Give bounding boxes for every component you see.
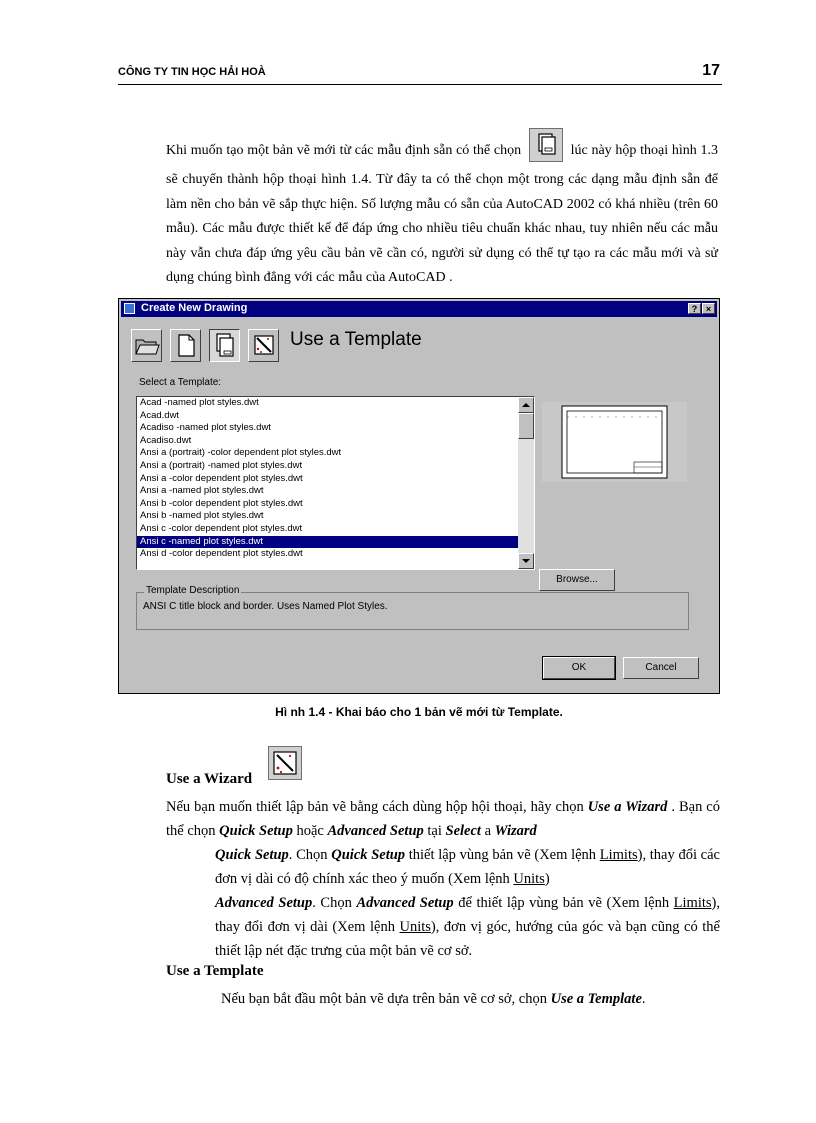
- intro-text-rest: lúc này hộp thoại hình 1.3 sẽ chuyển thành hộp thoại hình 1.4. Từ đây ta có thể chọn một trong các dạng mẫu định sẵn để làm nền cho bản vẽ sắp thực hiện. Số lượng mẫu có sẵn của AutoCAD 2002 có khá nhiều (trên 60 mẫu). Các mẫu được thiết kế để đáp ứng cho nhiều tiêu chuẩn khác nhau, tuy nhiên nếu các mẫu này vẫn chưa đáp ứng yêu cầu bản vẽ cần có, người sử dụng có thể tự tạo ra các mẫu mới và sử dụng chúng bình đẳng với các mẫu của AutoCAD .: [166, 143, 719, 285]
- wizard-paragraph: [166, 795, 720, 843]
- template-list-item[interactable]: Ansi a (portrait) -color dependent plot styles.dwt: [140, 447, 342, 459]
- template-list-item[interactable]: Ansi c -color dependent plot styles.dwt: [140, 522, 303, 534]
- ok-button[interactable]: OK: [543, 657, 615, 679]
- use-template-button[interactable]: [209, 329, 240, 362]
- wizard-text-7: tại: [423, 823, 446, 839]
- template-text-2: Use a Template: [550, 991, 642, 1007]
- quick-text-4: thiết lập vùng bản vẽ (Xem lệnh: [405, 847, 600, 863]
- wizard-text-9: a: [480, 823, 495, 839]
- wizard-icon: [251, 332, 277, 358]
- listbox-scrollbar[interactable]: [518, 397, 534, 569]
- wizard-text-3: . Bạn có thể chọn: [166, 799, 720, 839]
- limits-link-2[interactable]: Limits: [673, 895, 712, 911]
- adv-text-8: ), đơn vị góc, hướng của góc và bạn cũng có thể thiết lập nét đặc trưng của một bản vẽ cơ sở.: [215, 919, 720, 959]
- wizard-text-8: Select: [445, 823, 481, 839]
- quick-text-3: Quick Setup: [331, 847, 406, 863]
- arrow-down-icon: [519, 554, 533, 568]
- quick-setup-paragraph: [215, 843, 720, 891]
- start-from-scratch-button[interactable]: [170, 329, 201, 362]
- quick-text-6: ), thay đổi các đơn vị dài có độ chính xác theo ý muốn (Xem lệnh: [215, 847, 720, 887]
- page-header: [118, 64, 722, 85]
- quick-text-8: ): [544, 871, 550, 887]
- template-list-item[interactable]: Ansi a (portrait) -named plot styles.dwt: [140, 459, 303, 471]
- advanced-setup-paragraph: [215, 891, 720, 963]
- wizard-text-10: Wizard: [494, 823, 537, 839]
- units-link[interactable]: Units: [513, 871, 545, 887]
- intro-text-start: Khi muốn tạo một bản vẽ mới từ các mẫu định sẵn có thể chọn: [166, 143, 522, 159]
- close-button[interactable]: ×: [702, 303, 715, 314]
- open-drawing-button[interactable]: [131, 329, 162, 362]
- template-description-text: ANSI C title block and border. Uses Named Plot Styles.: [143, 601, 388, 612]
- company-name: CÔNG TY TIN HỌC HẢI HOÀ: [118, 66, 266, 78]
- wizard-heading: Use a Wizard: [166, 771, 253, 787]
- help-button[interactable]: ?: [688, 303, 701, 314]
- limits-link[interactable]: Limits: [599, 847, 638, 863]
- template-list-item[interactable]: Ansi b -named plot styles.dwt: [140, 510, 264, 522]
- template-description-group: [136, 585, 689, 630]
- wizard-heading-row: [166, 746, 466, 788]
- quick-text-1: Quick Setup: [215, 847, 289, 863]
- dialog-heading: Use a Template: [290, 329, 422, 350]
- blank-page-icon: [173, 332, 199, 358]
- template-list-item[interactable]: Ansi b -color dependent plot styles.dwt: [140, 497, 303, 509]
- template-list-item[interactable]: Acadiso.dwt: [140, 434, 192, 446]
- use-wizard-button[interactable]: [248, 329, 279, 362]
- template-list-item[interactable]: Acadiso -named plot styles.dwt: [140, 422, 271, 434]
- template-text-1: Nếu bạn bắt đầu một bản vẽ dựa trên bản vẽ cơ sở, chọn: [221, 991, 551, 1007]
- template-list: [137, 397, 534, 561]
- arrow-up-icon: [519, 398, 533, 412]
- figure-caption: Hì nh 1.4 - Khai báo cho 1 bản vẽ mới từ Template.: [275, 705, 563, 719]
- scroll-thumb[interactable]: [518, 413, 534, 439]
- template-text-3: .: [641, 991, 646, 1007]
- template-icon: [212, 332, 238, 358]
- template-list-item[interactable]: Acad -named plot styles.dwt: [140, 397, 259, 408]
- adv-text-3: Advanced Setup: [356, 895, 454, 911]
- template-icon: [529, 128, 563, 162]
- wizard-text-2: Use a Wizard: [587, 799, 668, 815]
- template-listbox[interactable]: [136, 396, 535, 570]
- select-template-label: Select a Template:: [139, 377, 222, 388]
- adv-text-6: ), thay đổi đơn vị dài (Xem lệnh: [215, 895, 720, 935]
- title-block-preview: [542, 402, 687, 482]
- template-paragraph: [221, 987, 721, 1011]
- scroll-down-button[interactable]: [518, 553, 534, 569]
- quick-text-2: . Chọn: [288, 847, 332, 863]
- template-preview: [542, 402, 687, 482]
- template-list-item[interactable]: Ansi a -color dependent plot styles.dwt: [140, 472, 303, 484]
- template-list-item[interactable]: Ansi c -named plot styles.dwt: [137, 536, 534, 549]
- adv-text-1: Advanced Setup: [215, 895, 313, 911]
- browse-button[interactable]: Browse...: [539, 569, 615, 591]
- template-description-label: Template Description: [146, 585, 240, 596]
- adv-text-4: để thiết lập vùng bản vẽ (Xem lệnh: [453, 895, 674, 911]
- folder-icon: [134, 332, 160, 358]
- dialog-title: Create New Drawing: [141, 302, 248, 314]
- template-heading: Use a Template: [166, 963, 264, 979]
- wizard-text-1: Nếu bạn muốn thiết lập bản vẽ bằng cách dùng hộp hội thoại, hãy chọn: [166, 799, 588, 815]
- wizard-text-6: Advanced Setup: [327, 823, 424, 839]
- template-list-item[interactable]: Ansi a -named plot styles.dwt: [140, 485, 264, 497]
- dialog-titlebar: [121, 301, 717, 317]
- scroll-up-button[interactable]: [518, 397, 534, 413]
- intro-paragraph: [166, 134, 718, 291]
- units-link-2[interactable]: Units: [399, 919, 431, 935]
- template-list-item[interactable]: Acad.dwt: [140, 409, 180, 421]
- cancel-button[interactable]: Cancel: [623, 657, 699, 679]
- adv-text-2: . Chọn: [312, 895, 357, 911]
- wizard-text-5: hoặc: [292, 823, 328, 839]
- wizard-text-4: Quick Setup: [219, 823, 293, 839]
- wizard-icon: [268, 746, 302, 780]
- app-icon: [124, 303, 135, 314]
- page-number: 17: [702, 62, 720, 79]
- create-new-drawing-dialog: [118, 298, 720, 694]
- template-list-item[interactable]: Ansi d -color dependent plot styles.dwt: [140, 548, 303, 560]
